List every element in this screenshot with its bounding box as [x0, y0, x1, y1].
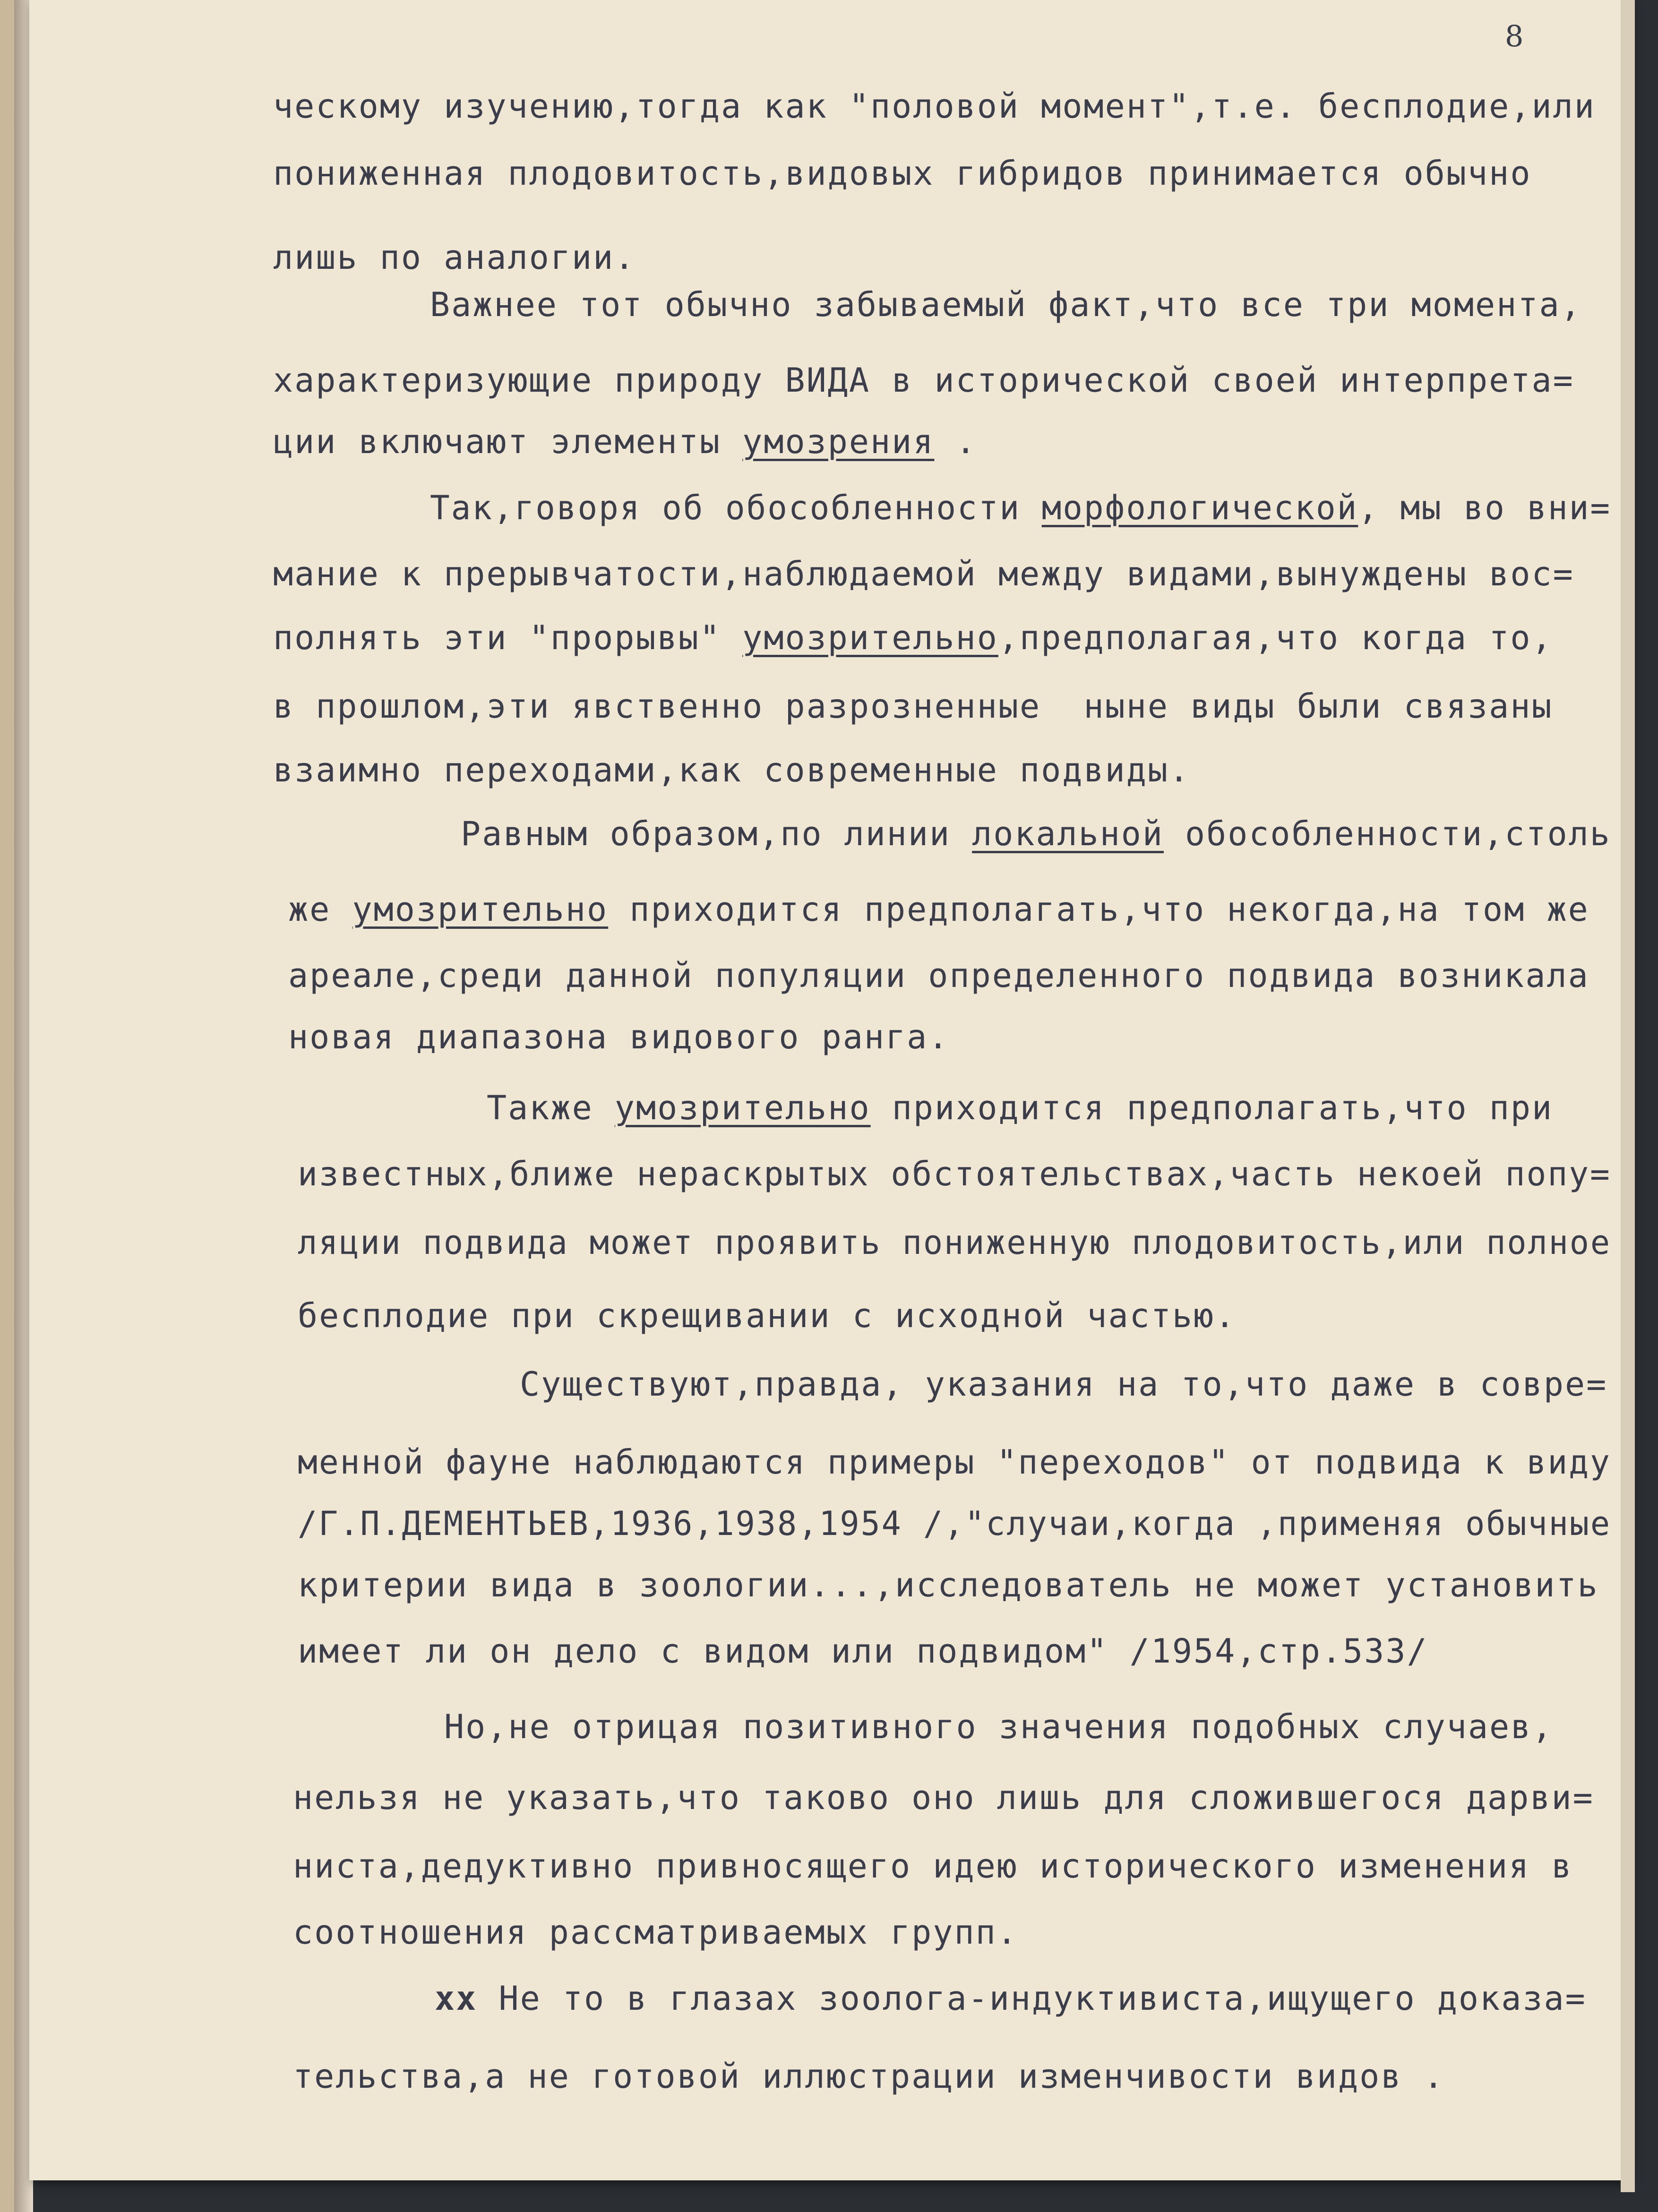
- text-line: [298, 1221, 1611, 1264]
- line-text: Также: [487, 1089, 615, 1127]
- text-line: [273, 685, 1553, 728]
- text-line: [293, 1845, 1573, 1887]
- line-text: .: [934, 422, 977, 461]
- text-line: [293, 1776, 1594, 1819]
- text-line: [273, 617, 1553, 659]
- line-text: в прошлом,эти явственно разрозненные ныне виды были связаны: [273, 687, 1553, 726]
- line-text: Так,говоря об обособленности: [430, 489, 1042, 527]
- line-text: мание к прерывчатости,наблюдаемой между видами,вынуждены вос=: [273, 555, 1574, 593]
- text-line: [298, 1295, 1236, 1337]
- line-text: Не то в глазах зоолога-индуктивиста,ищущего доказа=: [477, 1979, 1587, 2018]
- line-text: /Г.П.ДЕМЕНТЬЕВ,1936,1938,1954 /,"случаи,когда ,применяя обычные: [298, 1504, 1612, 1543]
- underlined-term: умозрения: [742, 422, 935, 461]
- text-line: [430, 487, 1611, 529]
- line-text: Но,не отрицая позитивного значения подобных случаев,: [444, 1707, 1554, 1746]
- line-text: нельзя не указать,что таково оно лишь для сложившегося дарви=: [293, 1778, 1594, 1817]
- text-line: [288, 954, 1589, 997]
- text-line: [273, 85, 1596, 128]
- text-line: [298, 1502, 1611, 1545]
- text-line: [435, 1977, 1587, 2020]
- line-text: же: [288, 890, 352, 929]
- line-text: взаимно переходами,как современные подвиды.: [273, 751, 1191, 789]
- text-line: [293, 1911, 1018, 1954]
- text-line: [298, 1564, 1599, 1606]
- text-line: [444, 1706, 1553, 1748]
- line-text: лишь по аналогии.: [273, 238, 636, 277]
- text-line: [273, 152, 1531, 195]
- text-line: [273, 359, 1574, 402]
- text-line: [288, 888, 1589, 931]
- line-text: имеет ли он дело с видом или подвидом" /1954,стр.533/: [298, 1632, 1428, 1671]
- text-line: [430, 283, 1582, 326]
- page-number: 8: [1505, 19, 1524, 53]
- line-text: Равным образом,по линии: [461, 814, 972, 853]
- underlined-term: морфологической: [1041, 489, 1358, 527]
- text-line: [461, 813, 1611, 855]
- text-line: [273, 236, 636, 279]
- underlined-term: умозрительно: [742, 618, 998, 657]
- line-text: новая диапазона видового ранга.: [288, 1018, 950, 1056]
- line-text: ниста,дедуктивно привносящего идею исторического изменения в: [293, 1847, 1573, 1886]
- line-text: бесплодие при скрещивании с исходной частью.: [298, 1296, 1237, 1335]
- line-text: ,предполагая,что когда то,: [998, 618, 1553, 657]
- line-text: обособленности,столь: [1163, 814, 1611, 853]
- text-line: [273, 420, 977, 463]
- underlined-term: умозрительно: [352, 890, 609, 929]
- line-text: ческому изучению,тогда как "половой момент",т.е. бесплодие,или: [273, 87, 1596, 126]
- text-line: [273, 553, 1574, 595]
- line-text: приходится предполагать,что некогда,на том же: [608, 890, 1589, 929]
- text-line: [273, 749, 1190, 791]
- struck-marker: хх: [435, 1979, 478, 2018]
- text-line: [298, 1153, 1611, 1195]
- line-text: критерии вида в зоологии...,исследователь не может установить: [298, 1566, 1599, 1604]
- underlined-term: локальной: [972, 814, 1164, 853]
- text-line: [487, 1087, 1553, 1129]
- line-text: пониженная плодовитость,видовых гибридов принимается обычно: [273, 154, 1532, 193]
- line-text: менной фауне наблюдаются примеры "переходов" от подвида к виду: [298, 1443, 1611, 1482]
- line-text: характеризующие природу ВИДА в исторической своей интерпрета=: [273, 361, 1574, 400]
- line-text: приходится предполагать,что при: [870, 1089, 1554, 1127]
- line-text: полнять эти "прорывы": [273, 618, 743, 657]
- line-text: Существуют,правда, указания на то,что даже в совре=: [520, 1365, 1608, 1404]
- line-text: ляции подвида может проявить пониженную плодовитость,или полное: [298, 1223, 1612, 1262]
- line-text: ареале,среди данной популяции определенного подвида возникала: [288, 956, 1589, 995]
- line-text: соотношения рассматриваемых групп.: [293, 1913, 1018, 1952]
- text-line: [298, 1630, 1428, 1672]
- text-line: [520, 1363, 1607, 1406]
- line-text: ции включают элементы: [273, 422, 743, 461]
- line-text: Важнее тот обычно забываемый факт,что все три момента,: [430, 285, 1582, 324]
- underlined-term: умозрительно: [614, 1089, 871, 1127]
- line-text: , мы во вни=: [1358, 489, 1612, 527]
- line-text: тельства,а не готовой иллюстрации изменчивости видов .: [293, 2057, 1445, 2096]
- text-line: [298, 1441, 1611, 1483]
- text-line: [288, 1016, 949, 1058]
- text-line: [293, 2055, 1445, 2098]
- line-text: известных,ближе нераскрытых обстоятельствах,часть некоей попу=: [298, 1155, 1611, 1193]
